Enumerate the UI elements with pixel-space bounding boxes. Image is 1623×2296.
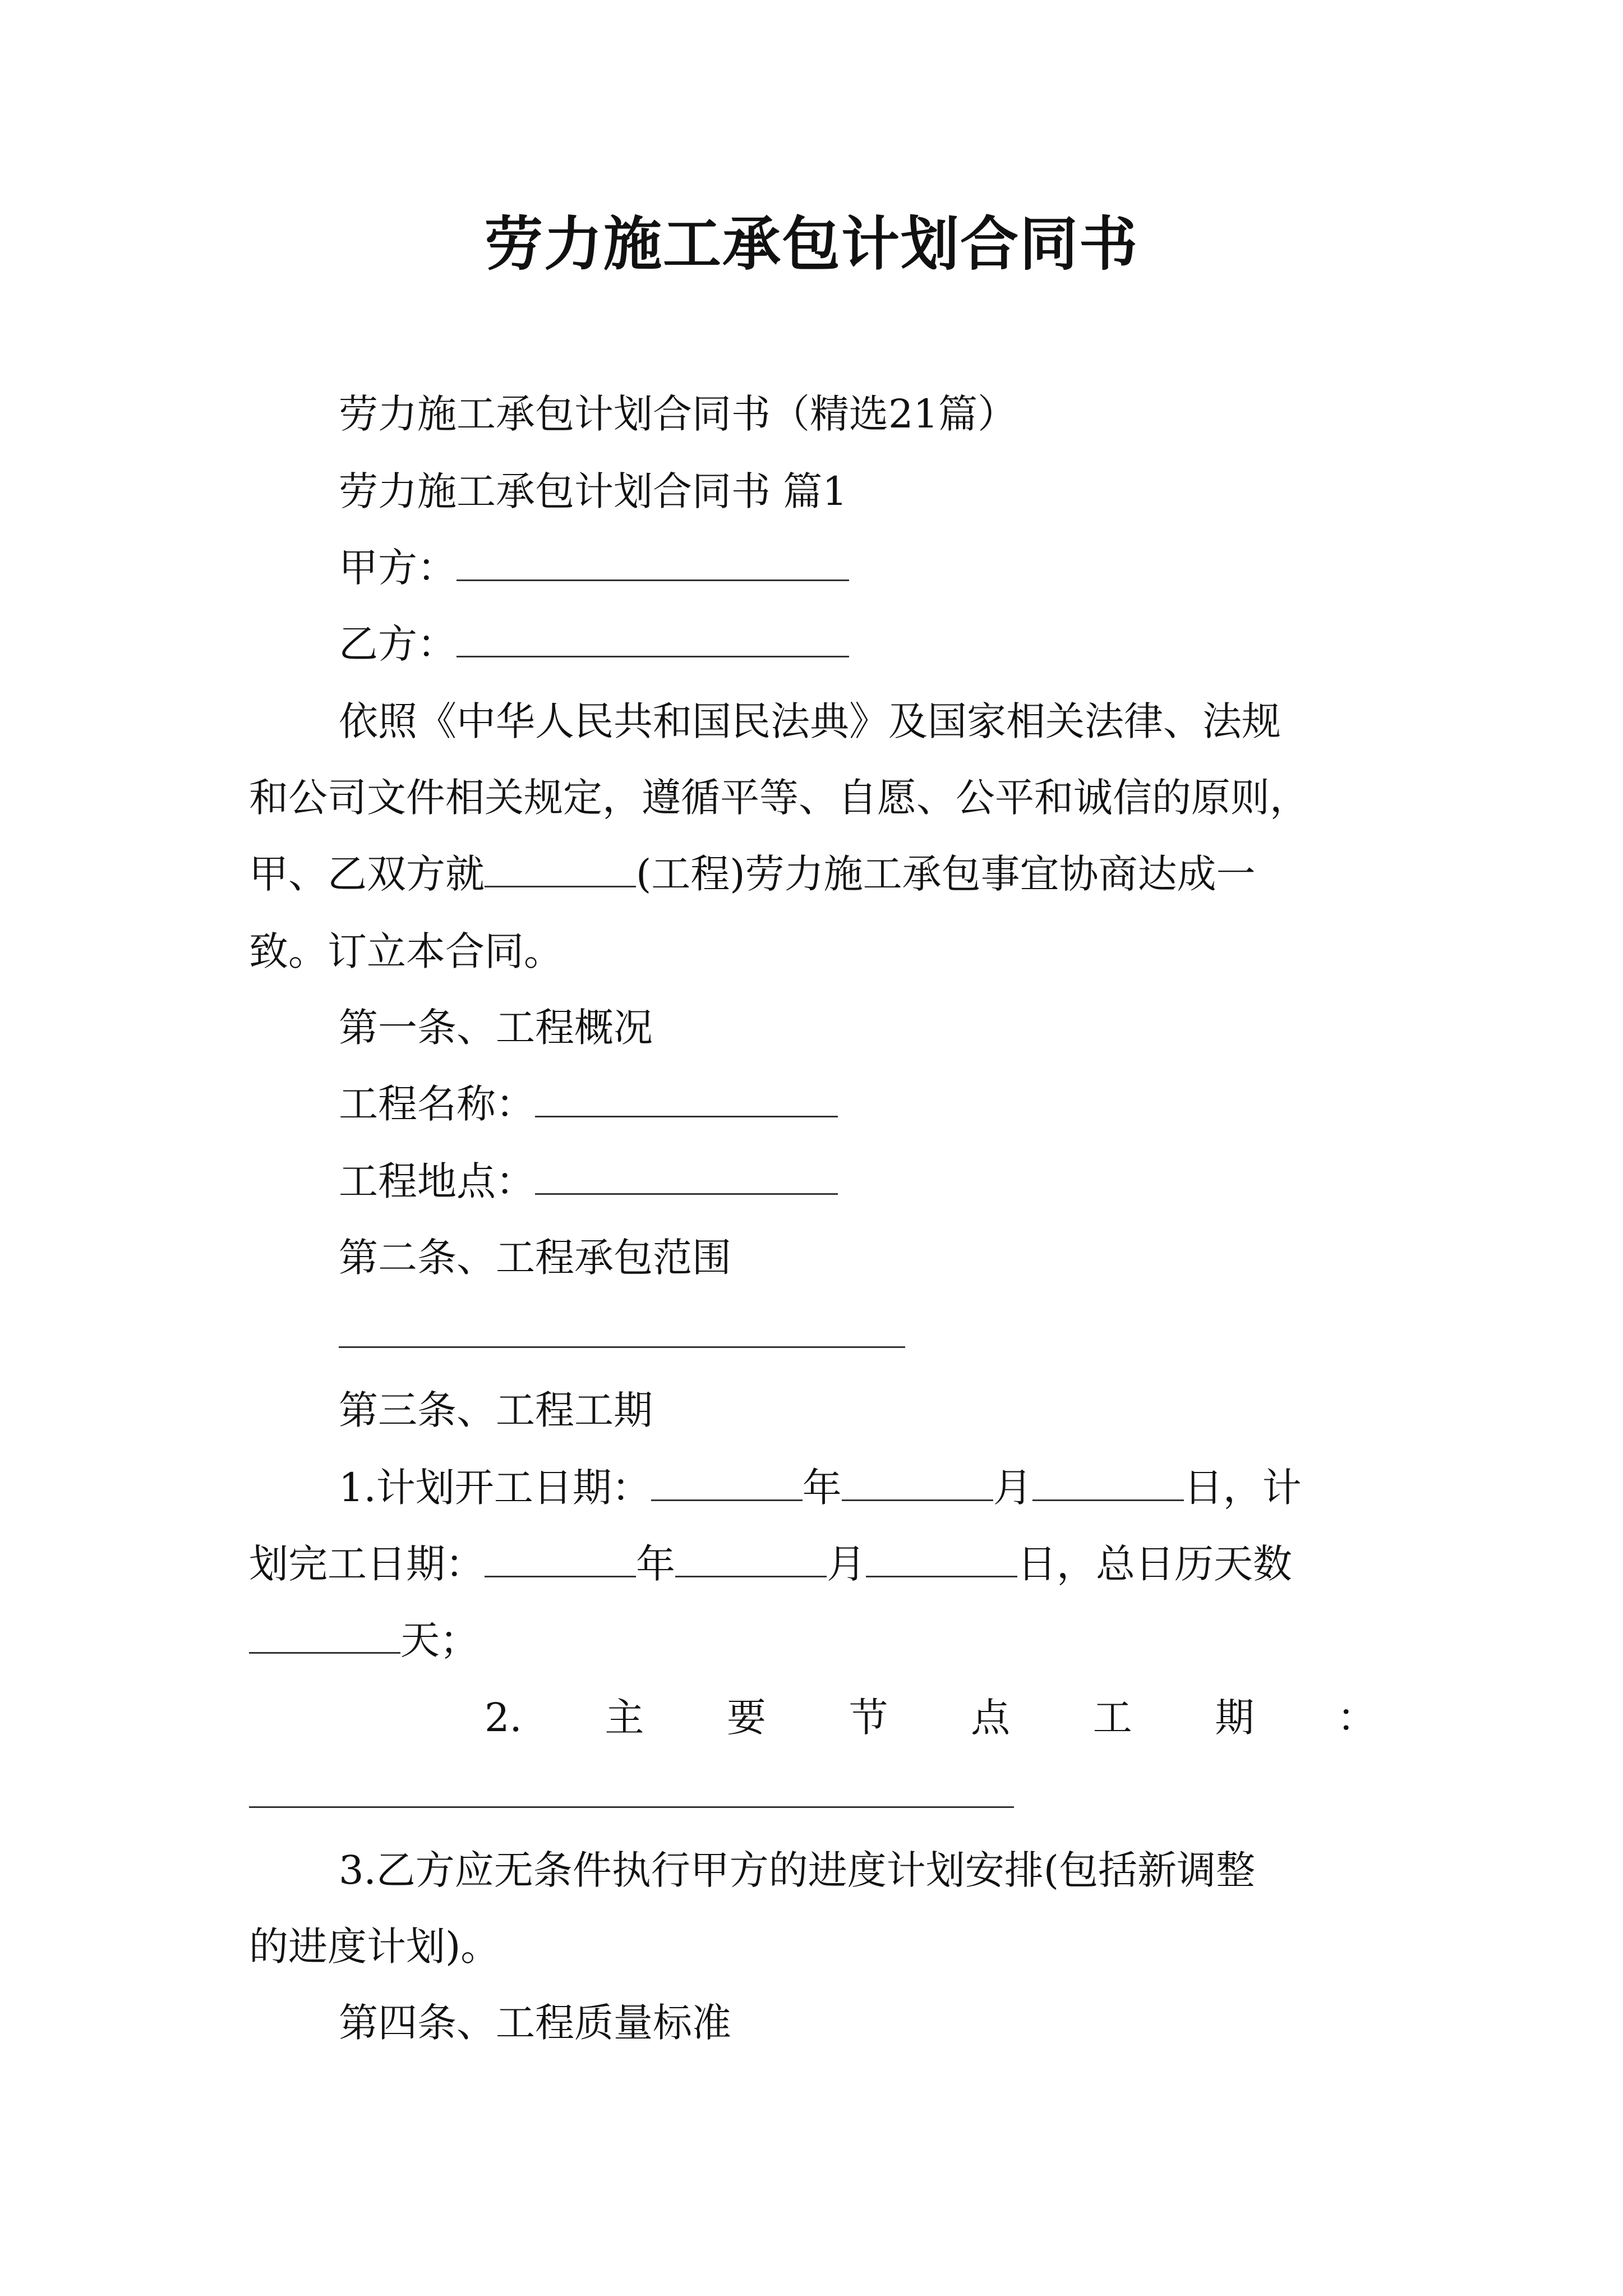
scope-blank-rule <box>339 1346 905 1348</box>
intro-line-2: 和公司文件相关规定，遵循平等、自愿、公平和诚信的原则， <box>249 775 1309 821</box>
party-a-line <box>249 541 1466 595</box>
item-2-char: ： <box>1336 1695 1376 1741</box>
item-2-char: 2. <box>485 1695 522 1741</box>
total-days-blank <box>249 1617 400 1654</box>
project-blank <box>485 851 636 887</box>
document-title: 劳力施工承包计划合同书 <box>484 209 1138 278</box>
intro-line-3-end: (工程)劳力施工承包事宜协商达成一 <box>636 851 1256 897</box>
party-a-blank <box>457 545 849 581</box>
party-b-line <box>249 617 1466 671</box>
project-name-label: 工程名称： <box>339 1081 535 1127</box>
milestones-blank-rule <box>249 1806 1014 1808</box>
document-subtitle: 劳力施工承包计划合同书（精选21篇） <box>339 391 1017 437</box>
intro-line-1: 依照《中华人民共和国民法典》及国家相关法律、法规 <box>339 698 1281 744</box>
project-location-line <box>249 1154 1466 1208</box>
total-days-unit: 天； <box>400 1617 479 1663</box>
party-a-label: 甲方： <box>339 545 457 591</box>
start-day-blank <box>1032 1465 1184 1501</box>
intro-line-3 <box>249 847 1376 901</box>
start-date-label: 1.计划开工日期： <box>339 1465 651 1511</box>
item-2-char: 要 <box>726 1695 766 1741</box>
finish-year-blank <box>485 1541 636 1577</box>
section-heading: 劳力施工承包计划合同书 篇1 <box>339 468 847 514</box>
article-2-heading: 第二条、工程承包范围 <box>339 1235 731 1281</box>
schedule-item-1-line-2 <box>249 1537 1376 1591</box>
party-b-blank <box>457 621 849 657</box>
start-year-unit: 年 <box>802 1465 842 1511</box>
schedule-item-2-line <box>485 1691 1376 1745</box>
finish-month-blank <box>675 1541 827 1577</box>
start-month-unit: 月 <box>993 1465 1032 1511</box>
schedule-item-1-line-1 <box>249 1461 1466 1515</box>
project-location-label: 工程地点： <box>339 1158 535 1204</box>
schedule-item-3-line-2: 的进度计划)。 <box>249 1924 500 1970</box>
start-month-blank <box>842 1465 993 1501</box>
intro-line-3-start: 甲、乙双方就 <box>249 851 485 897</box>
item-2-char: 点 <box>971 1695 1011 1741</box>
project-name-line <box>249 1077 1466 1131</box>
finish-date-label: 划完工日期： <box>249 1541 485 1587</box>
party-b-label: 乙方： <box>339 621 457 667</box>
item-2-char: 期 <box>1215 1695 1255 1741</box>
item-2-char: 工 <box>1092 1695 1132 1741</box>
project-name-blank <box>535 1081 838 1117</box>
project-location-blank <box>535 1158 838 1195</box>
schedule-item-3-line-1: 3.乙方应无条件执行甲方的进度计划安排(包括新调整 <box>339 1847 1256 1893</box>
finish-day-blank <box>866 1541 1017 1577</box>
finish-month-unit: 月 <box>827 1541 866 1587</box>
article-1-heading: 第一条、工程概况 <box>339 1005 653 1051</box>
start-year-blank <box>651 1465 803 1501</box>
intro-line-4: 致。订立本合同。 <box>249 928 563 974</box>
schedule-item-1-line-3 <box>249 1613 1376 1667</box>
article-3-heading: 第三条、工程工期 <box>339 1387 653 1433</box>
start-day-unit: 日，计 <box>1183 1465 1302 1511</box>
item-2-char: 主 <box>605 1695 644 1741</box>
article-4-heading: 第四条、工程质量标准 <box>339 2000 731 2046</box>
item-2-char: 节 <box>849 1695 888 1741</box>
finish-year-unit: 年 <box>636 1541 675 1587</box>
finish-day-unit: 日，总日历天数 <box>1017 1541 1292 1587</box>
